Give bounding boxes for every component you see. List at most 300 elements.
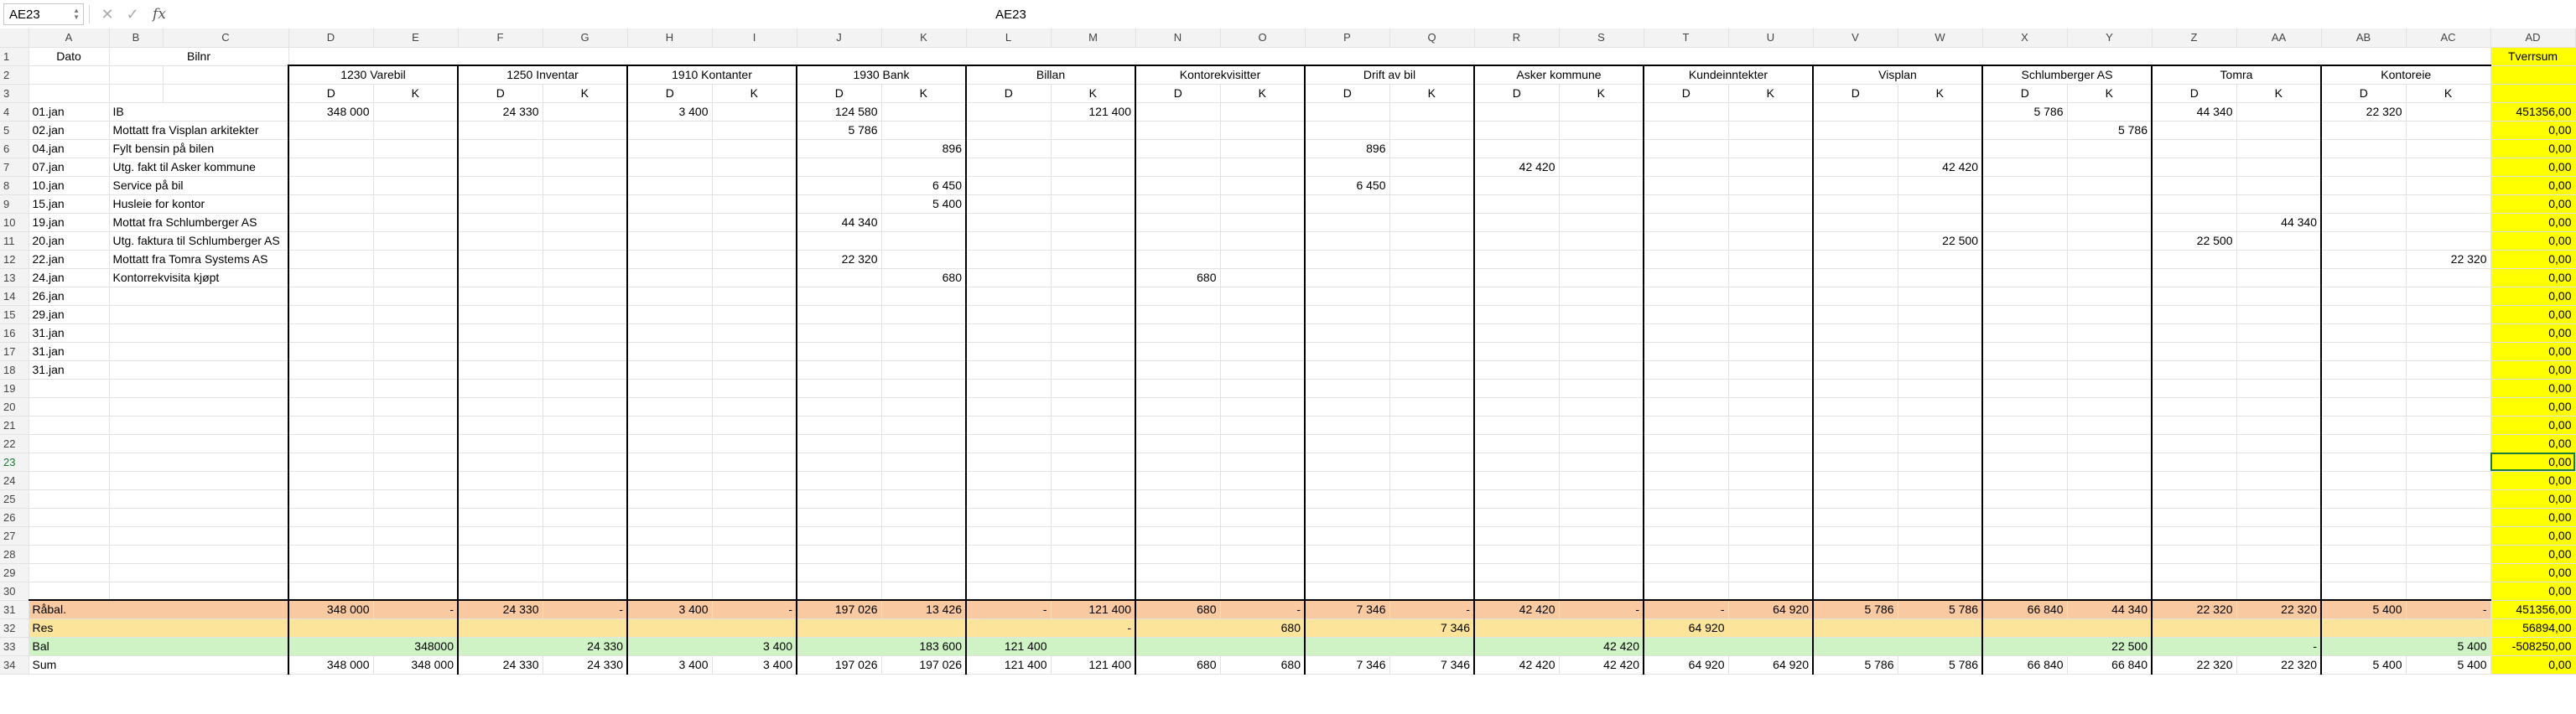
cell[interactable]	[1051, 397, 1135, 416]
cell[interactable]	[797, 582, 881, 600]
summary-amount[interactable]	[1474, 618, 1559, 637]
cell[interactable]	[1135, 582, 1220, 600]
cell[interactable]	[1305, 563, 1389, 582]
cell[interactable]	[1051, 250, 1135, 268]
row-total[interactable]: 0,00	[2490, 563, 2575, 582]
cell[interactable]	[1220, 176, 1305, 194]
column-header-g[interactable]: G	[543, 28, 627, 47]
summary-amount[interactable]: 680	[1220, 655, 1305, 674]
cell[interactable]	[1813, 305, 1898, 323]
cell[interactable]	[288, 176, 373, 194]
column-header-y[interactable]: Y	[2067, 28, 2152, 47]
cell[interactable]	[1474, 360, 1559, 379]
cell[interactable]	[712, 323, 797, 342]
cell[interactable]	[712, 434, 797, 453]
summary-amount[interactable]: 66 840	[1982, 655, 2067, 674]
cell[interactable]	[373, 508, 458, 526]
cell[interactable]	[1135, 526, 1220, 545]
row-header[interactable]: 23	[0, 453, 29, 471]
summary-amount[interactable]: 5 400	[2321, 655, 2406, 674]
amount-cell[interactable]: 6 450	[1305, 176, 1389, 194]
cell[interactable]	[881, 397, 966, 416]
cell[interactable]	[966, 489, 1051, 508]
cell[interactable]	[2067, 434, 2152, 453]
cell[interactable]	[1559, 545, 1644, 563]
row-header[interactable]: 14	[0, 287, 29, 305]
cell[interactable]	[2236, 268, 2321, 287]
amount-cell[interactable]: 22 500	[1898, 231, 1982, 250]
entry-date[interactable]: 15.jan	[29, 194, 109, 213]
cell[interactable]	[1982, 121, 2067, 139]
summary-amount[interactable]: -	[966, 600, 1051, 618]
cell[interactable]	[1559, 416, 1644, 434]
cell[interactable]	[373, 231, 458, 250]
cell[interactable]	[458, 508, 543, 526]
summary-amount[interactable]: 64 920	[1728, 600, 1813, 618]
cell[interactable]	[288, 213, 373, 231]
cell[interactable]	[1559, 323, 1644, 342]
cell[interactable]	[966, 453, 1051, 471]
summary-amount[interactable]: 22 320	[2152, 600, 2236, 618]
cell[interactable]	[288, 268, 373, 287]
cell[interactable]	[373, 121, 458, 139]
cell[interactable]	[1644, 526, 1728, 545]
cell[interactable]	[2236, 342, 2321, 360]
summary-amount[interactable]: 197 026	[797, 655, 881, 674]
cell[interactable]	[627, 434, 712, 453]
cell[interactable]	[543, 526, 627, 545]
summary-amount[interactable]: -	[1220, 600, 1305, 618]
cell[interactable]	[1474, 434, 1559, 453]
cell[interactable]	[1813, 342, 1898, 360]
summary-amount[interactable]: 3 400	[712, 655, 797, 674]
cell[interactable]	[1389, 176, 1474, 194]
cell[interactable]	[627, 231, 712, 250]
cell[interactable]	[1898, 397, 1982, 416]
cell[interactable]	[2067, 582, 2152, 600]
row-header[interactable]: 16	[0, 323, 29, 342]
cell[interactable]	[1389, 305, 1474, 323]
cell[interactable]	[458, 139, 543, 158]
cell[interactable]	[2236, 250, 2321, 268]
cell[interactable]	[373, 176, 458, 194]
cell[interactable]	[627, 323, 712, 342]
cell[interactable]	[1135, 305, 1220, 323]
row-total[interactable]: 0,00	[2490, 453, 2575, 471]
cell[interactable]	[1051, 176, 1135, 194]
cell[interactable]	[1559, 379, 1644, 397]
cell[interactable]	[1728, 489, 1813, 508]
cell[interactable]	[627, 545, 712, 563]
cell[interactable]	[712, 287, 797, 305]
column-header-r[interactable]: R	[1474, 28, 1559, 47]
entry-date[interactable]	[29, 379, 109, 397]
cell[interactable]	[458, 360, 543, 379]
summary-amount[interactable]: 66 840	[1982, 600, 2067, 618]
cell[interactable]	[1644, 139, 1728, 158]
cell[interactable]	[2236, 582, 2321, 600]
summary-amount[interactable]	[1220, 637, 1305, 655]
cell[interactable]	[881, 508, 966, 526]
cell[interactable]	[2321, 508, 2406, 526]
cell[interactable]	[1813, 508, 1898, 526]
summary-amount[interactable]: 64 920	[1728, 655, 1813, 674]
cell[interactable]	[543, 268, 627, 287]
cell[interactable]	[712, 545, 797, 563]
summary-amount[interactable]	[458, 637, 543, 655]
cell[interactable]	[373, 545, 458, 563]
amount-cell[interactable]: 124 580	[797, 102, 881, 121]
cell[interactable]	[543, 397, 627, 416]
cell[interactable]	[1389, 213, 1474, 231]
cell[interactable]	[1220, 323, 1305, 342]
cell[interactable]	[797, 526, 881, 545]
cell[interactable]	[543, 102, 627, 121]
cell[interactable]	[1559, 397, 1644, 416]
summary-amount[interactable]: -	[712, 600, 797, 618]
cell[interactable]	[2152, 158, 2236, 176]
cell[interactable]	[1728, 268, 1813, 287]
column-header-j[interactable]: J	[797, 28, 881, 47]
cell[interactable]	[1982, 194, 2067, 213]
cell[interactable]	[1389, 471, 1474, 489]
cell[interactable]	[1135, 287, 1220, 305]
debit-header[interactable]: D	[288, 84, 373, 102]
entry-text[interactable]: Mottatt fra Tomra Systems AS	[109, 250, 288, 268]
cell[interactable]	[543, 231, 627, 250]
summary-amount[interactable]	[1559, 618, 1644, 637]
summary-amount[interactable]: -	[2236, 637, 2321, 655]
summary-amount[interactable]: 42 420	[1474, 655, 1559, 674]
cell[interactable]	[881, 471, 966, 489]
cell[interactable]	[627, 471, 712, 489]
cell[interactable]	[881, 102, 966, 121]
entry-text[interactable]: Mottat fra Schlumberger AS	[109, 213, 288, 231]
cell[interactable]	[2321, 453, 2406, 471]
cell[interactable]	[1305, 434, 1389, 453]
column-header-aa[interactable]: AA	[2236, 28, 2321, 47]
cell[interactable]	[627, 563, 712, 582]
cell[interactable]	[2152, 342, 2236, 360]
cell[interactable]	[1813, 250, 1898, 268]
cell[interactable]	[1898, 287, 1982, 305]
cell[interactable]	[1220, 563, 1305, 582]
cell[interactable]	[966, 139, 1051, 158]
cell[interactable]	[627, 360, 712, 379]
cell[interactable]	[2321, 342, 2406, 360]
cell[interactable]	[627, 287, 712, 305]
cell[interactable]	[2406, 231, 2490, 250]
cell[interactable]	[288, 416, 373, 434]
cell[interactable]	[881, 287, 966, 305]
cell[interactable]	[966, 250, 1051, 268]
entry-date[interactable]	[29, 489, 109, 508]
entry-date[interactable]	[29, 453, 109, 471]
entry-date[interactable]: 02.jan	[29, 121, 109, 139]
cell[interactable]	[712, 489, 797, 508]
summary-amount[interactable]: -	[1559, 600, 1644, 618]
cell[interactable]	[1644, 582, 1728, 600]
amount-cell[interactable]: 44 340	[2152, 102, 2236, 121]
account-header[interactable]: Kontoreie	[2321, 65, 2490, 84]
cell[interactable]	[966, 508, 1051, 526]
credit-header[interactable]: K	[1389, 84, 1474, 102]
debit-header[interactable]: D	[1982, 84, 2067, 102]
row-total[interactable]: 0,00	[2490, 545, 2575, 563]
cell[interactable]	[2321, 563, 2406, 582]
column-header-x[interactable]: X	[1982, 28, 2067, 47]
cell[interactable]	[2152, 379, 2236, 397]
cell[interactable]	[1644, 158, 1728, 176]
cell[interactable]	[797, 508, 881, 526]
cell[interactable]	[2067, 305, 2152, 323]
cell[interactable]	[1813, 471, 1898, 489]
entry-text[interactable]	[109, 323, 288, 342]
entry-text[interactable]	[109, 526, 288, 545]
credit-header[interactable]: K	[373, 84, 458, 102]
cell[interactable]	[1305, 489, 1389, 508]
amount-cell[interactable]: 348 000	[288, 102, 373, 121]
cell[interactable]	[1644, 102, 1728, 121]
row-header[interactable]: 19	[0, 379, 29, 397]
cell[interactable]	[373, 139, 458, 158]
cell[interactable]	[288, 158, 373, 176]
amount-cell[interactable]: 42 420	[1474, 158, 1559, 176]
debit-header[interactable]: D	[2152, 84, 2236, 102]
cell[interactable]	[966, 360, 1051, 379]
row-header[interactable]: 18	[0, 360, 29, 379]
cell[interactable]	[1644, 268, 1728, 287]
cell[interactable]	[1305, 582, 1389, 600]
cell[interactable]	[288, 121, 373, 139]
cell[interactable]	[288, 471, 373, 489]
cell[interactable]	[1474, 250, 1559, 268]
cell[interactable]	[1728, 231, 1813, 250]
cell[interactable]	[2152, 139, 2236, 158]
row-total[interactable]: 0,00	[2490, 176, 2575, 194]
cell[interactable]	[2406, 489, 2490, 508]
summary-amount[interactable]	[881, 618, 966, 637]
account-header[interactable]: Kontorekvisitter	[1135, 65, 1305, 84]
cell[interactable]	[458, 231, 543, 250]
cell[interactable]	[712, 176, 797, 194]
cell[interactable]	[1135, 342, 1220, 360]
cell[interactable]	[458, 194, 543, 213]
cell[interactable]	[373, 379, 458, 397]
cell[interactable]	[543, 508, 627, 526]
cell[interactable]	[1982, 471, 2067, 489]
cell[interactable]	[373, 250, 458, 268]
cell[interactable]	[2236, 434, 2321, 453]
cell[interactable]	[627, 305, 712, 323]
cell[interactable]	[1813, 231, 1898, 250]
cell[interactable]	[797, 231, 881, 250]
cell[interactable]	[881, 582, 966, 600]
cell[interactable]	[1644, 305, 1728, 323]
summary-amount[interactable]: 348 000	[288, 600, 373, 618]
cell[interactable]	[2236, 121, 2321, 139]
cell[interactable]	[2321, 416, 2406, 434]
column-header-k[interactable]: K	[881, 28, 966, 47]
cell[interactable]	[2321, 379, 2406, 397]
cell[interactable]	[1389, 526, 1474, 545]
cell[interactable]	[373, 416, 458, 434]
cell[interactable]	[1135, 379, 1220, 397]
summary-amount[interactable]	[1898, 637, 1982, 655]
row-header[interactable]: 15	[0, 305, 29, 323]
cell[interactable]	[2236, 397, 2321, 416]
account-header[interactable]: 1230 Varebil	[288, 65, 458, 84]
cell[interactable]	[2152, 305, 2236, 323]
summary-amount[interactable]: 24 330	[543, 655, 627, 674]
cell[interactable]	[1389, 158, 1474, 176]
cell[interactable]	[1644, 323, 1728, 342]
cell[interactable]	[458, 268, 543, 287]
cell[interactable]	[1644, 231, 1728, 250]
cell[interactable]	[1474, 379, 1559, 397]
cell[interactable]	[2236, 416, 2321, 434]
summary-amount[interactable]: 24 330	[543, 637, 627, 655]
cell[interactable]	[1135, 323, 1220, 342]
cell[interactable]	[627, 526, 712, 545]
cell[interactable]	[2152, 489, 2236, 508]
column-header-h[interactable]: H	[627, 28, 712, 47]
entry-date[interactable]: 19.jan	[29, 213, 109, 231]
summary-amount[interactable]: 348000	[373, 637, 458, 655]
cell[interactable]	[288, 342, 373, 360]
cell[interactable]	[881, 563, 966, 582]
summary-amount[interactable]: 24 330	[458, 655, 543, 674]
cell[interactable]	[1728, 471, 1813, 489]
summary-amount[interactable]	[797, 637, 881, 655]
cell[interactable]	[1389, 287, 1474, 305]
column-header-o[interactable]: O	[1220, 28, 1305, 47]
cell[interactable]	[1559, 471, 1644, 489]
cell[interactable]	[2406, 213, 2490, 231]
account-header[interactable]: Visplan	[1813, 65, 1982, 84]
cell[interactable]	[1474, 471, 1559, 489]
cell[interactable]	[2067, 397, 2152, 416]
amount-cell[interactable]: 680	[881, 268, 966, 287]
row-header[interactable]: 8	[0, 176, 29, 194]
cell[interactable]	[627, 176, 712, 194]
row-header[interactable]: 29	[0, 563, 29, 582]
cell[interactable]	[2152, 323, 2236, 342]
cell[interactable]	[373, 342, 458, 360]
header-dato[interactable]: Dato	[29, 47, 109, 65]
summary-amount[interactable]: 121 400	[966, 637, 1051, 655]
cell[interactable]	[543, 434, 627, 453]
row-total[interactable]: 0,00	[2490, 508, 2575, 526]
cell[interactable]	[1728, 213, 1813, 231]
cell[interactable]	[1389, 379, 1474, 397]
cell[interactable]	[1898, 453, 1982, 471]
cell[interactable]	[2067, 323, 2152, 342]
cell[interactable]	[1135, 360, 1220, 379]
summary-amount[interactable]	[1728, 618, 1813, 637]
summary-total[interactable]: 451356,00	[2490, 600, 2575, 618]
cell[interactable]	[1813, 323, 1898, 342]
cell[interactable]	[2067, 213, 2152, 231]
column-header-ac[interactable]: AC	[2406, 28, 2490, 47]
cell[interactable]	[1051, 121, 1135, 139]
cell[interactable]	[2152, 360, 2236, 379]
cell[interactable]	[627, 121, 712, 139]
cell[interactable]	[2067, 231, 2152, 250]
cell[interactable]	[1220, 471, 1305, 489]
cell[interactable]	[966, 231, 1051, 250]
account-header[interactable]: 1930 Bank	[797, 65, 966, 84]
cell[interactable]	[797, 342, 881, 360]
cell[interactable]	[1898, 305, 1982, 323]
column-header-u[interactable]: U	[1728, 28, 1813, 47]
cell[interactable]	[373, 471, 458, 489]
row-header[interactable]: 11	[0, 231, 29, 250]
row-total[interactable]: 0,00	[2490, 305, 2575, 323]
row-header[interactable]: 4	[0, 102, 29, 121]
cell[interactable]	[1898, 471, 1982, 489]
summary-amount[interactable]: 5 400	[2406, 655, 2490, 674]
cell[interactable]	[797, 268, 881, 287]
summary-amount[interactable]	[712, 618, 797, 637]
amount-cell[interactable]: 22 320	[797, 250, 881, 268]
cell[interactable]	[373, 453, 458, 471]
cell[interactable]	[881, 434, 966, 453]
entry-text[interactable]: IB	[109, 102, 288, 121]
cell[interactable]	[2406, 508, 2490, 526]
cell[interactable]	[1389, 323, 1474, 342]
cell[interactable]	[1898, 139, 1982, 158]
cell[interactable]	[1644, 176, 1728, 194]
cell[interactable]	[2152, 176, 2236, 194]
cell[interactable]	[2152, 416, 2236, 434]
row-total[interactable]: 0,00	[2490, 397, 2575, 416]
cell[interactable]	[881, 231, 966, 250]
debit-header[interactable]: D	[797, 84, 881, 102]
entry-text[interactable]	[109, 563, 288, 582]
cell[interactable]	[1305, 416, 1389, 434]
entry-date[interactable]	[29, 416, 109, 434]
cell[interactable]	[712, 213, 797, 231]
cell[interactable]	[1220, 545, 1305, 563]
cell[interactable]	[2236, 360, 2321, 379]
summary-amount[interactable]	[2152, 637, 2236, 655]
cell[interactable]	[1220, 508, 1305, 526]
cell[interactable]	[2067, 489, 2152, 508]
cell[interactable]	[1898, 121, 1982, 139]
cell[interactable]	[712, 158, 797, 176]
cell[interactable]	[1220, 526, 1305, 545]
summary-amount[interactable]	[1644, 637, 1728, 655]
cell[interactable]	[458, 471, 543, 489]
cell[interactable]	[2067, 508, 2152, 526]
summary-amount[interactable]: -	[1389, 600, 1474, 618]
summary-total[interactable]: 56894,00	[2490, 618, 2575, 637]
cell[interactable]	[1305, 194, 1389, 213]
cell[interactable]	[1898, 489, 1982, 508]
amount-cell[interactable]: 6 450	[881, 176, 966, 194]
cell[interactable]	[543, 379, 627, 397]
cell[interactable]	[458, 397, 543, 416]
cell[interactable]	[2236, 176, 2321, 194]
entry-date[interactable]: 31.jan	[29, 323, 109, 342]
summary-amount[interactable]: -	[1051, 618, 1135, 637]
cell[interactable]	[1813, 489, 1898, 508]
cell[interactable]	[1220, 453, 1305, 471]
cell[interactable]	[458, 453, 543, 471]
summary-amount[interactable]	[2406, 618, 2490, 637]
cell[interactable]	[1644, 434, 1728, 453]
